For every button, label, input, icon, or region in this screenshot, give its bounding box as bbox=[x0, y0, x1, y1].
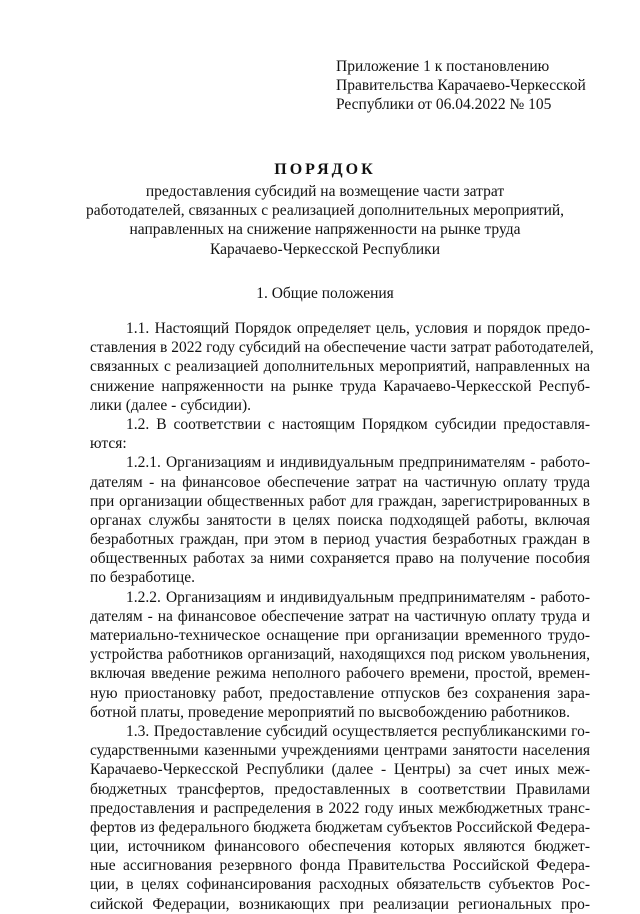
paragraph-1-2 bbox=[90, 415, 590, 453]
paragraph-line: ные ассигнования резервного фонда Правительства Российской Федера- bbox=[90, 857, 590, 875]
paragraph-line: ботной платы, проведение мероприятий по высвобождению работников. bbox=[90, 703, 570, 721]
paragraph-line: при организации общественных работ для граждан, зарегистрированных в bbox=[90, 492, 590, 510]
paragraph-line: дателям - на финансовое обеспечение затрат на частичную оплату труда bbox=[90, 473, 590, 491]
paragraph-line: сийской Федерации, возникающих при реализации региональных про- bbox=[90, 895, 590, 913]
subtitle-line: работодателей, связанных с реализацией дополнительных мероприятий, bbox=[85, 202, 565, 220]
paragraph-line: Карачаево-Черкесской Республики (далее - Центры) за счет иных меж- bbox=[90, 761, 590, 779]
paragraph-line: снижение напряженности на рынке труда Карачаево-Черкесской Респуб- bbox=[90, 377, 590, 395]
document-title-block bbox=[60, 160, 590, 259]
paragraph-line: 1.2. В соответствии с настоящим Порядком субсидии предоставля- bbox=[126, 415, 590, 433]
section-heading: 1. Общие положения bbox=[256, 285, 394, 302]
paragraph-line: включая введение режима неполного рабочего времени, простой, времен- bbox=[90, 665, 590, 683]
paragraph-line: ную приостановку работ, предоставление отпусков без сохранения зара- bbox=[90, 684, 590, 702]
paragraph-line: 1.1. Настоящий Порядок определяет цель, условия и порядок предо- bbox=[126, 320, 590, 337]
subtitle-line: предоставления субсидий на возмещение части затрат bbox=[145, 183, 505, 200]
paragraph-line: материально-техническое оснащение при организации временного трудо- bbox=[90, 627, 590, 644]
paragraph-line: безработных граждан, при этом в период участия безработных граждан в bbox=[90, 531, 590, 549]
appendix-line: Приложение 1 к постановлению bbox=[336, 58, 550, 75]
paragraph-line: бюджетных трансфертов, предоставленных в соответствии Правилами bbox=[90, 780, 590, 798]
appendix-line: Республики от 06.04.2022 № 105 bbox=[336, 96, 552, 114]
subtitle-line: Карачаево-Черкесской Республики bbox=[210, 240, 440, 258]
paragraph-line: лики (далее - субсидии). bbox=[90, 396, 251, 414]
paragraph-line: ставления в 2022 году субсидий на обеспечение части затрат работодателей, bbox=[90, 339, 594, 357]
paragraph-line: предоставления и распределения в 2022 году иных межбюджетных транс- bbox=[90, 799, 590, 817]
paragraph-1-1 bbox=[90, 319, 594, 415]
paragraph-line: 1.2.2. Организациям и индивидуальным предпринимателям - работо- bbox=[126, 588, 590, 606]
paragraph-1-3 bbox=[90, 722, 590, 914]
paragraph-line: фертов из федерального бюджета бюджетам субъектов Российской Федера- bbox=[90, 818, 590, 836]
appendix-note bbox=[336, 57, 626, 115]
paragraph-line: ются: bbox=[90, 435, 127, 453]
paragraph-line: ции, в целях софинансирования расходных обязательств субъектов Рос- bbox=[90, 876, 590, 894]
paragraph-1-2-2 bbox=[90, 588, 590, 722]
paragraph-line: 1.3. Предоставление субсидий осуществляется республиканскими го- bbox=[126, 722, 590, 740]
document-body bbox=[90, 319, 594, 914]
document-subtitle bbox=[60, 182, 590, 259]
paragraph-line: связанных с реализацией дополнительных мероприятий, направленных на bbox=[90, 358, 590, 376]
paragraph-1-2-1 bbox=[90, 453, 590, 587]
paragraph-line: сударственными казенными учреждениями центрами занятости населения bbox=[90, 742, 590, 760]
appendix-line: Правительства Карачаево-Черкесской bbox=[336, 77, 586, 95]
paragraph-line: ции, источником финансового обеспечения которых являются бюджет- bbox=[90, 838, 590, 856]
paragraph-line: устройства работников организаций, находящихся под риском увольнения, bbox=[90, 646, 590, 664]
paragraph-line: общественных работах за ними сохраняется право на получение пособия bbox=[90, 550, 590, 568]
document-title: ПОРЯДОК bbox=[274, 161, 376, 178]
paragraph-line: дателям - на финансовое обеспечение затрат на частичную оплату труда и bbox=[90, 607, 590, 625]
subtitle-line: направленных на снижение напряженности на рынке труда bbox=[129, 221, 521, 239]
paragraph-line: органах службы занятости в целях поиска подходящей работы, включая bbox=[90, 511, 590, 529]
paragraph-line: по безработице. bbox=[90, 569, 195, 587]
paragraph-line: 1.2.1. Организациям и индивидуальным предпринимателям - работо- bbox=[126, 454, 590, 472]
